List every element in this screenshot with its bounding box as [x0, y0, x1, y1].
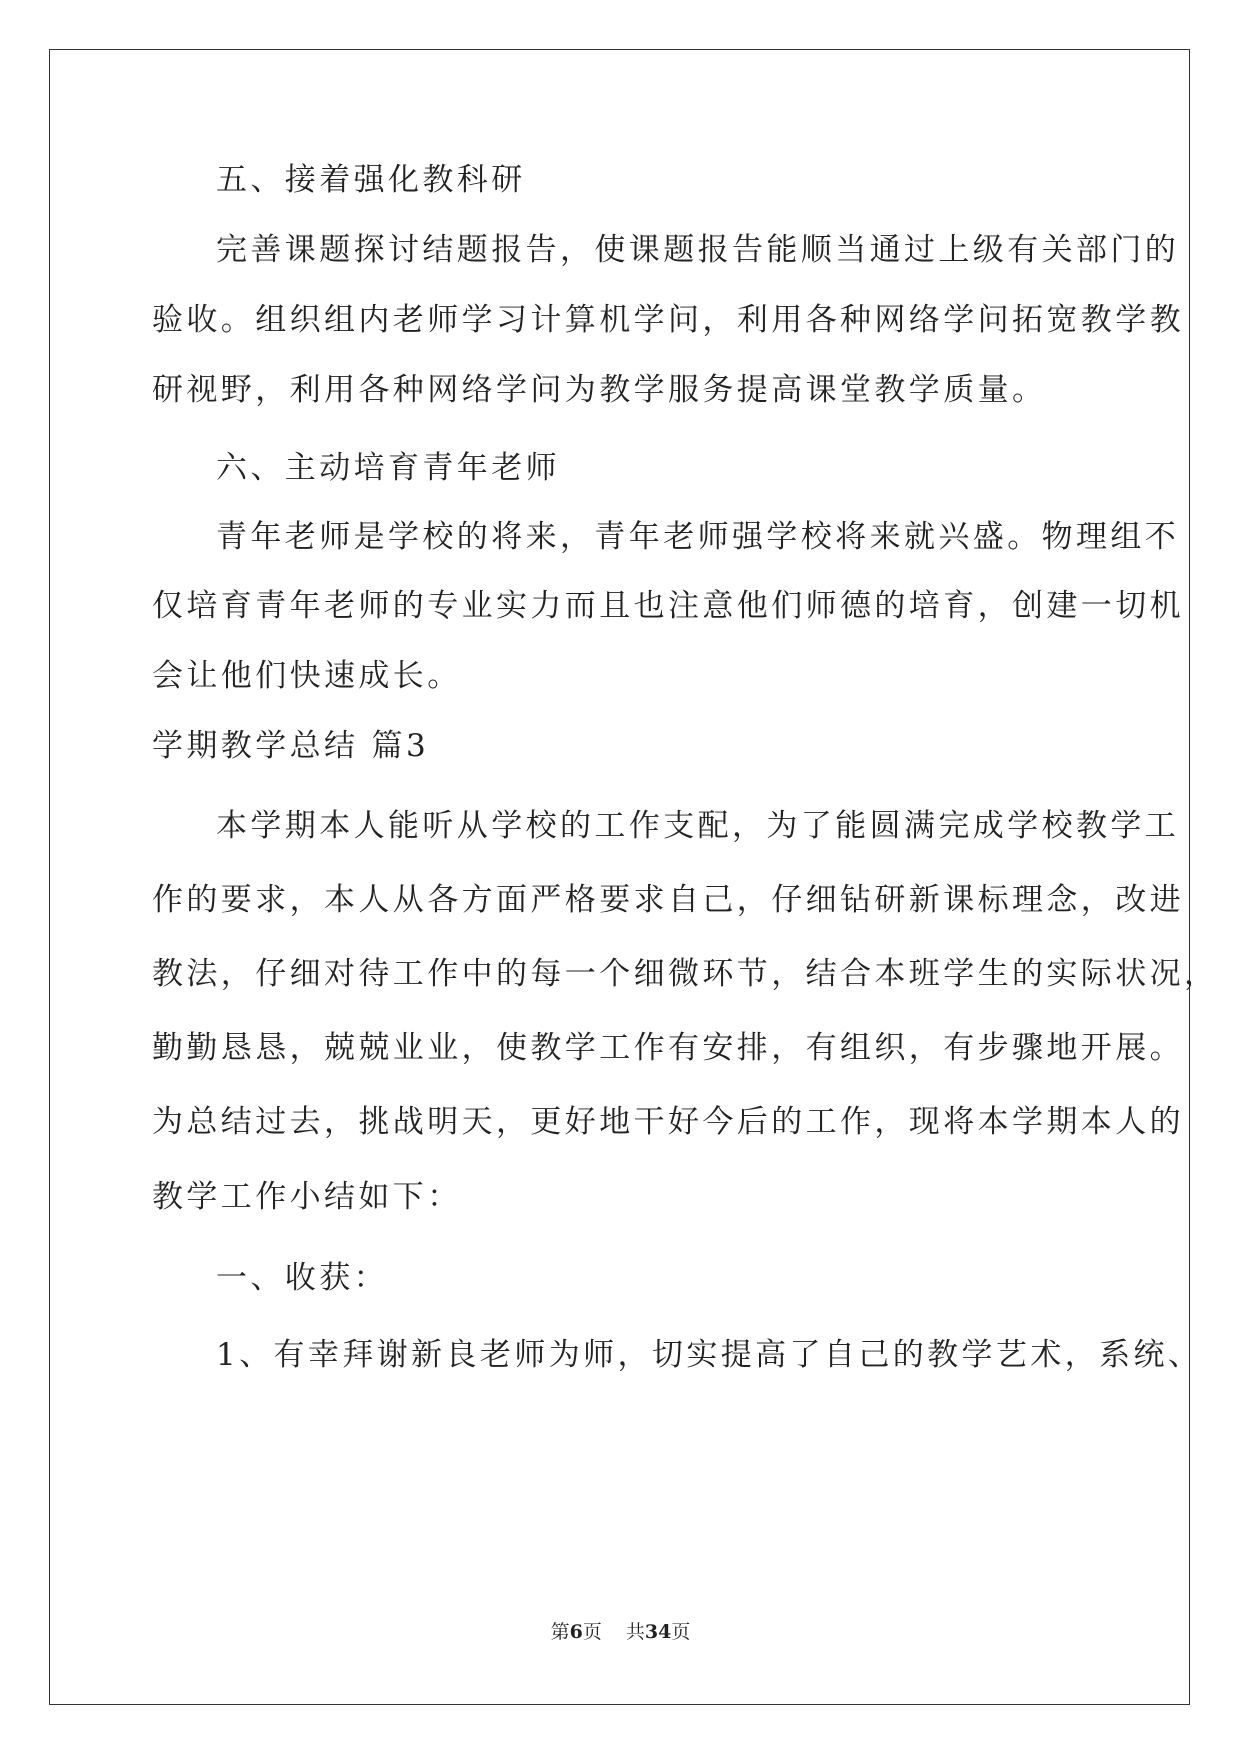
page-border — [49, 49, 1190, 1705]
paragraph-line: 1、有幸拜谢新良老师为师，切实提高了自己的教学艺术，系统、 — [216, 1337, 1203, 1373]
paragraph-line: 作的要求，本人从各方面严格要求自己，仔细钻研新课标理念，改进 — [152, 882, 1184, 918]
paragraph-line: 青年老师是学校的将来，青年老师强学校将来就兴盛。物理组不 — [216, 519, 1180, 555]
subsection-heading: 一、收获： — [216, 1260, 388, 1296]
paragraph-line: 仅培育青年老师的专业实力而且也注意他们师德的培育，创建一切机 — [152, 588, 1184, 624]
page-total: 34 — [644, 1621, 672, 1643]
paragraph-line: 为总结过去，挑战明天，更好地干好今后的工作，现将本学期本人的 — [152, 1104, 1184, 1140]
page-prefix: 第 — [550, 1621, 570, 1643]
paragraph-line: 勤勤恳恳，兢兢业业，使教学工作有安排，有组织，有步骤地开展。 — [152, 1030, 1184, 1066]
article-title: 学期教学总结 篇3 — [152, 728, 430, 764]
total-prefix: 共 — [625, 1621, 645, 1643]
section-heading-6: 六、主动培育青年老师 — [216, 450, 560, 486]
paragraph-line: 本学期本人能听从学校的工作支配，为了能圆满完成学校教学工 — [216, 808, 1180, 844]
page-suffix: 页 — [582, 1621, 602, 1643]
paragraph-line: 教学工作小结如下： — [152, 1179, 462, 1215]
paragraph-line: 验收。组织组内老师学习计算机学问，利用各种网络学问拓宽教学教 — [152, 302, 1184, 338]
page-footer — [0, 1620, 1241, 1644]
total-suffix: 页 — [671, 1621, 691, 1643]
section-heading-5: 五、接着强化教科研 — [216, 162, 526, 198]
paragraph-line: 完善课题探讨结题报告，使课题报告能顺当通过上级有关部门的 — [216, 232, 1180, 268]
page-current: 6 — [569, 1621, 583, 1643]
paragraph-line: 教法，仔细对待工作中的每一个细微环节，结合本班学生的实际状况， — [152, 956, 1219, 992]
paragraph-line: 会让他们快速成长。 — [152, 658, 462, 694]
paragraph-line: 研视野，利用各种网络学问为教学服务提高课堂教学质量。 — [152, 372, 1047, 408]
